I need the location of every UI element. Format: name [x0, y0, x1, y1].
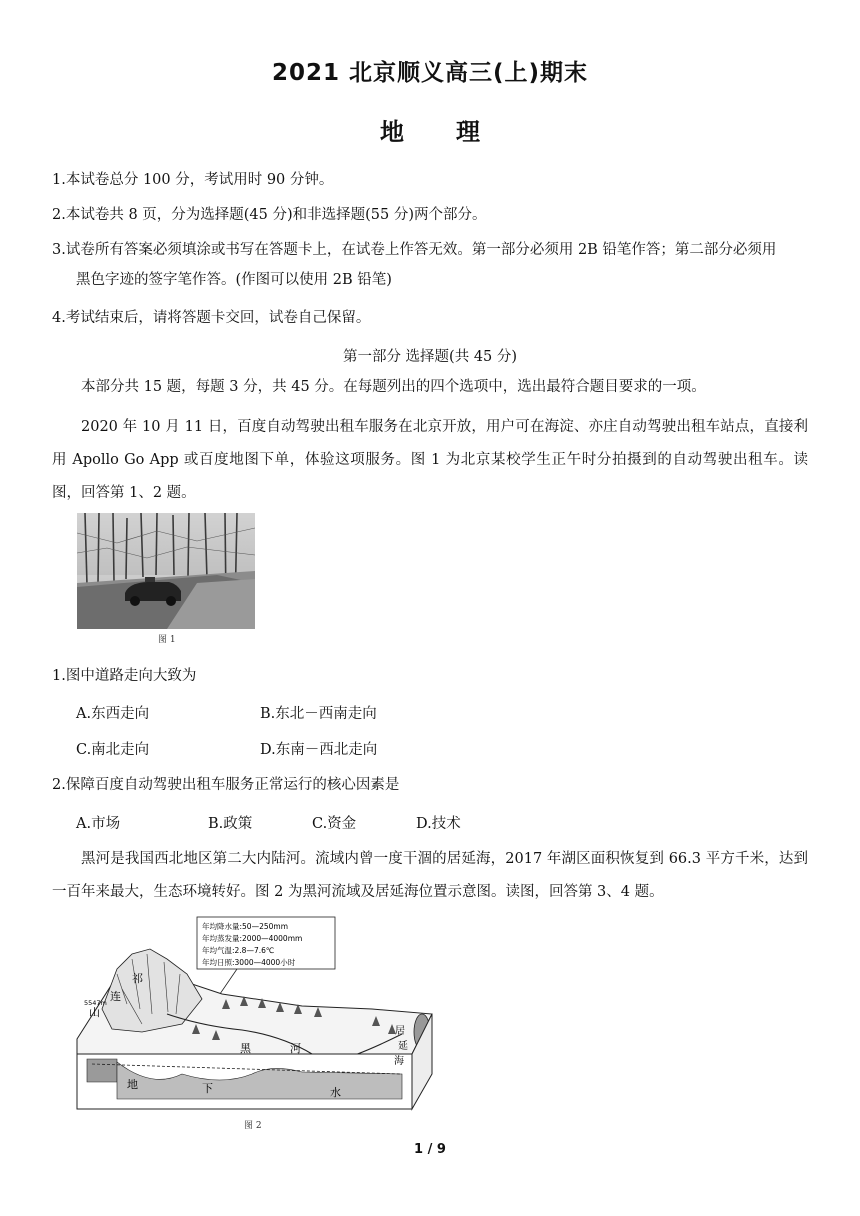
- passage-2: 黑河是我国西北地区第二大内陆河。流域内曾一度干涸的居延海，2017 年湖区面积恢复到 66.3 平方千米，达到一百年来最大，生态环境转好。图 2 为黑河流域及居延海位置示意图。读图，回答第 3、4 题。: [52, 851, 808, 900]
- passage-1: 2020 年 10 月 11 日，百度自动驾驶出租车服务在北京开放，用户可在海淀、亦庄自动驾驶出租车站点，直接利用 Apollo Go App 或百度地图下单，体验这项服务。图 1 为北京某校学生正午时分拍摄到的自动驾驶出租车。读图，回答第 1、2 题。: [52, 419, 808, 501]
- legend-line-3: 年均气温:2.8—7.6℃: [202, 946, 275, 955]
- figure-1-caption: 图 1: [158, 635, 176, 645]
- autonomous-taxi-photo: [77, 513, 255, 629]
- legend-line-4: 年均日照:3000—4000小时: [202, 958, 296, 967]
- label-he: 河: [290, 1042, 301, 1055]
- label-elevation: 5547m: [84, 999, 107, 1007]
- figure-1-photo: [77, 513, 255, 629]
- question-1-option-b: B.东北－西南走向: [260, 706, 377, 722]
- section-heading: 第一部分 选择题(共 45 分): [342, 349, 518, 365]
- question-2-option-d: D.技术: [416, 816, 461, 832]
- question-2-option-c: C.资金: [312, 816, 357, 832]
- exam-title: 2021 北京顺义高三(上)期末: [271, 60, 589, 86]
- legend-line-2: 年均蒸发量:2000—4000mm: [202, 934, 303, 943]
- instruction-3: 3.试卷所有答案必须填涂或书写在答题卡上，在试卷上作答无效。第一部分必须用 2B 铅笔作答；第二部分必须用: [52, 242, 777, 258]
- label-di: 地: [127, 1078, 138, 1091]
- page-number: 1 / 9: [414, 1142, 446, 1157]
- instruction-2: 2.本试卷共 8 页，分为选择题(45 分)和非选择题(55 分)两个部分。: [52, 207, 487, 223]
- label-hei: 黑: [240, 1042, 251, 1055]
- label-qi: 祁: [132, 972, 143, 985]
- figure-2-caption: 图 2: [244, 1121, 262, 1131]
- question-1-option-d: D.东南－西北走向: [260, 742, 378, 758]
- label-hai: 海: [394, 1056, 404, 1067]
- label-ju: 居: [395, 1026, 405, 1037]
- label-shan: 山: [89, 1006, 100, 1019]
- question-1-stem: 1.图中道路走向大致为: [52, 668, 197, 684]
- figure-2-diagram: [72, 914, 442, 1114]
- legend-line-1: 年均降水量:50—250mm: [202, 922, 288, 931]
- section-intro: 本部分共 15 题，每题 3 分，共 45 分。在每题列出的四个选项中，选出最符合题目要求的一项。: [81, 379, 706, 395]
- question-2-option-a: A.市场: [76, 816, 121, 832]
- label-lian: 连: [110, 990, 121, 1003]
- instruction-3-cont: 黑色字迹的签字笔作答。(作图可以使用 2B 铅笔): [76, 272, 392, 288]
- question-2-option-b: B.政策: [208, 816, 253, 832]
- label-shui: 水: [330, 1086, 341, 1099]
- heihe-basin-block-diagram: [72, 914, 442, 1114]
- instruction-1: 1.本试卷总分 100 分，考试用时 90 分钟。: [52, 172, 334, 188]
- question-1-option-c: C.南北走向: [76, 742, 150, 758]
- subject-title: 地理: [380, 118, 532, 146]
- instruction-4: 4.考试结束后，请将答题卡交回，试卷自己保留。: [52, 310, 371, 326]
- question-2-stem: 2.保障百度自动驾驶出租车服务正常运行的核心因素是: [52, 777, 400, 793]
- label-yan: 延: [398, 1041, 408, 1052]
- question-1-option-a: A.东西走向: [76, 706, 150, 722]
- label-xia: 下: [202, 1082, 213, 1095]
